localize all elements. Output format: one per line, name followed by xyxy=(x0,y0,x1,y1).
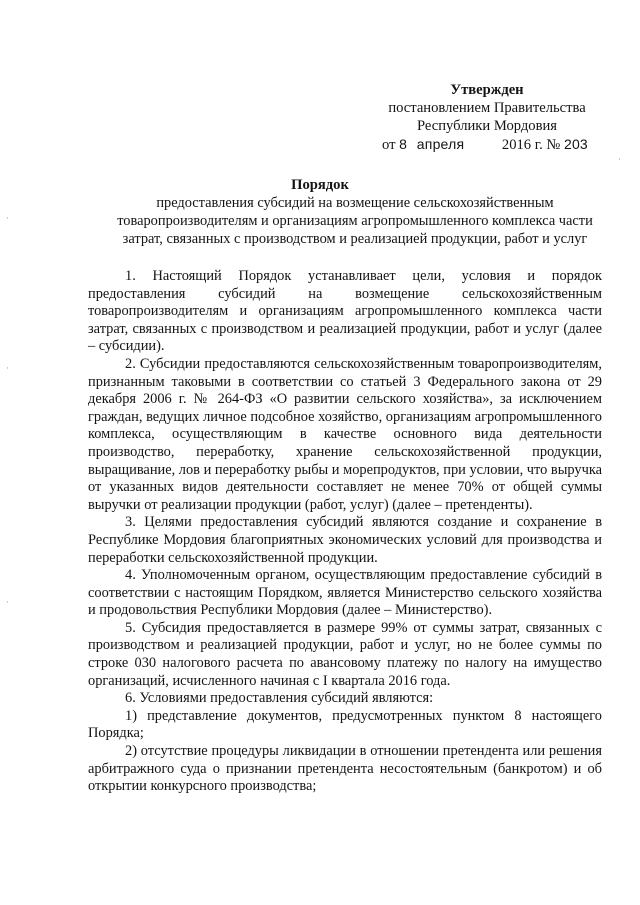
approval-date xyxy=(372,135,602,154)
approval-date-prefix: от xyxy=(382,137,396,153)
paragraph-1: 1. Настоящий Порядок устанавливает цели, условия и порядок предоставления субсидий на возмещение сельскохозяйственным товаропроизводителям и организациям агропромышленного комплекса части затрат, связанных с производством и реализацией продукции, работ и услуг (далее – субсидии). xyxy=(88,268,602,355)
paragraph-6: 6. Условиями предоставления субсидий являются: xyxy=(125,690,434,707)
approval-day: 8 xyxy=(399,136,408,152)
approval-year: 2016 г. № xyxy=(501,137,561,153)
paragraph-6-item-1: 1) представление документов, предусмотренных пунктом 8 настоящего Порядка; xyxy=(88,707,602,742)
paragraph-4: 4. Уполномоченным органом, осуществляющим предоставление субсидий в соответствии с настоящим Порядком, является Министерство сельского хозяйства и продовольствия Республики Мордовия (далее – Министерство). xyxy=(88,567,602,619)
approval-title: Утвержден xyxy=(450,82,524,98)
approval-number: 203 xyxy=(563,136,588,152)
paragraph-3: 3. Целями предоставления субсидий являются создание и сохранение в Республике Мордовия благоприятных экономических условий для производства и переработки сельскохозяйственной продукции. xyxy=(88,514,602,566)
paragraph-2: 2. Субсидии предоставляются сельскохозяйственным товаропроизводителям, признанным таковыми в соответствии со статьей 3 Федерального закона от 29 декабря 2006 г. № 264-ФЗ «О развитии сельского хозяйства», за исключением граждан, ведущих личное подсобное хозяйство, организациям агропромышленного комплекса, осуществляющим в качестве основного вида деятельности производство, переработку, хранение сельскохозяйственной продукции, выращивание, лов и переработку рыбы и морепродуктов, при условии, что выручка от указанных видов деятельности составляет не менее 70% от общей суммы выручки от реализации продукции (работ, услуг) (далее – претенденты). xyxy=(88,355,602,513)
paragraph-6-item-2: 2) отсутствие процедуры ликвидации в отношении претендента или решения арбитражного суда о признании претендента несостоятельным (банкротом) и об открытии конкурсного производства; xyxy=(88,743,602,795)
paragraph-5: 5. Субсидия предоставляется в размере 99% от суммы затрат, связанных с производством и реализацией продукции, работ и услуг, но не более суммы по строке 030 налогового расчета по авансовому платежу по налогу на имущество организаций, исчисленного начиная с I квартала 2016 года. xyxy=(88,619,602,689)
approval-line-1: постановлением Правительства xyxy=(388,100,586,116)
document-body xyxy=(88,268,602,796)
approval-month: апреля xyxy=(416,136,465,152)
scan-speck: · xyxy=(6,364,9,374)
approval-stamp xyxy=(372,81,602,154)
document-subtitle: предоставления субсидий на возмещение сельскохозяйственным товаропроизводителям и организациям агропромышленного комплекса части затрат, связанных с производством и реализацией продукции, работ и услуг xyxy=(117,195,593,247)
scan-speck: · xyxy=(618,155,621,165)
document-title: Порядок xyxy=(291,177,349,193)
scan-speck: · xyxy=(6,598,9,608)
scan-speck: · xyxy=(6,214,9,224)
approval-line-2: Республики Мордовия xyxy=(416,118,557,134)
